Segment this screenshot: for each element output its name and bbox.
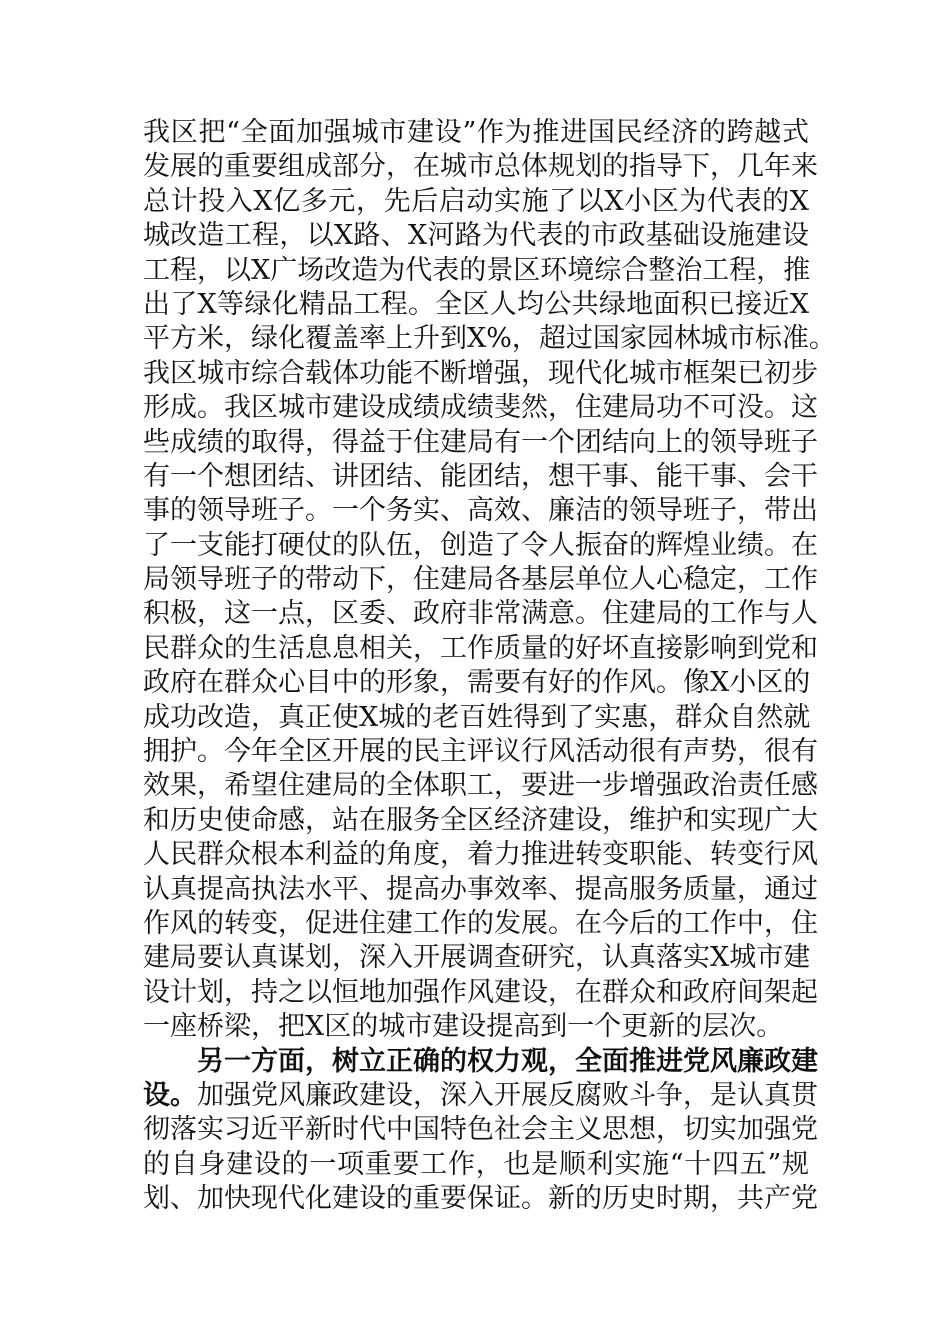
text-line-rest: 加强党风廉政建设，深入开展反腐败斗争，是认真贯	[197, 1079, 818, 1111]
text-line: 设计划，持之以恒地加强作风建设，在群众和政府间架起	[143, 976, 818, 1008]
text-line: 积极，这一点，区委、政府非常满意。住建局的工作与人	[143, 598, 818, 630]
text-line: 划、加快现代化建设的重要保证。新的历史时期，共产党	[143, 1183, 818, 1215]
text-line: 成功改造，真正使X城的老百姓得到了实惠，群众自然就	[143, 701, 811, 733]
text-line: 发展的重要组成部分，在城市总体规划的指导下，几年来	[143, 151, 818, 183]
text-line: 效果，希望住建局的全体职工，要进一步增强政治责任感	[143, 770, 818, 802]
text-line: 形成。我区城市建设成绩成绩斐然，住建局功不可没。这	[143, 392, 818, 424]
text-line: 平方米，绿化覆盖率上升到X%，超过国家园林城市标准。	[143, 323, 836, 355]
text-line: 和历史使命感，站在服务全区经济建设，维护和实现广大	[143, 804, 818, 836]
text-line: 建局要认真谋划，深入开展调查研究，认真落实X城市建	[143, 942, 811, 974]
section-heading: 另一方面，树立正确的权力观，全面推进党风廉政建	[197, 1045, 818, 1077]
text-line: 工程，以X广场改造为代表的景区环境综合整治工程，推	[143, 254, 811, 286]
text-line: 局领导班子的带动下，住建局各基层单位人心稳定，工作	[143, 564, 818, 596]
text-line	[143, 1079, 818, 1113]
text-line: 彻落实习近平新时代中国特色社会主义思想，切实加强党	[143, 1114, 818, 1146]
text-line: 事的领导班子。一个务实、高效、廉洁的领导班子，带出	[143, 495, 818, 527]
document-page	[143, 116, 836, 1217]
text-line: 总计投入X亿多元，先后启动实施了以X小区为代表的X	[143, 185, 809, 217]
text-line: 作风的转变，促进住建工作的发展。在今后的工作中，住	[143, 907, 818, 939]
text-line: 我区把“全面加强城市建设”作为推进国民经济的跨越式	[143, 117, 809, 148]
text-line: 政府在群众心目中的形象，需要有好的作风。像X小区的	[143, 667, 811, 699]
section-heading-end: 设。	[143, 1079, 197, 1111]
text-line: 认真提高执法水平、提高办事效率、提高服务质量，通过	[143, 873, 818, 905]
text-line: 的自身建设的一项重要工作，也是顺利实施“十四五”规	[143, 1148, 809, 1180]
paragraph-1	[143, 116, 836, 1045]
paragraph-2	[143, 1045, 818, 1217]
text-line: 了一支能打硬仗的队伍，创造了令人振奋的辉煌业绩。在	[143, 529, 818, 561]
text-line: 出了X等绿化精品工程。全区人均公共绿地面积已接近X	[143, 288, 809, 320]
text-line: 我区城市综合载体功能不断增强，现代化城市框架已初步	[143, 357, 818, 389]
text-line: 一座桥梁，把X区的城市建设提高到一个更新的层次。	[143, 1011, 784, 1043]
text-line: 拥护。今年全区开展的民主评议行风活动很有声势，很有	[143, 736, 818, 768]
text-line: 人民群众根本利益的角度，着力推进转变职能、转变行风	[143, 839, 818, 871]
text-line: 些成绩的取得，得益于住建局有一个团结向上的领导班子	[143, 426, 818, 458]
text-line: 有一个想团结、讲团结、能团结，想干事、能干事、会干	[143, 460, 818, 492]
text-line: 城改造工程，以X路、X河路为代表的市政基础设施建设	[143, 220, 809, 252]
text-line: 民群众的生活息息相关，工作质量的好坏直接影响到党和	[143, 632, 818, 664]
